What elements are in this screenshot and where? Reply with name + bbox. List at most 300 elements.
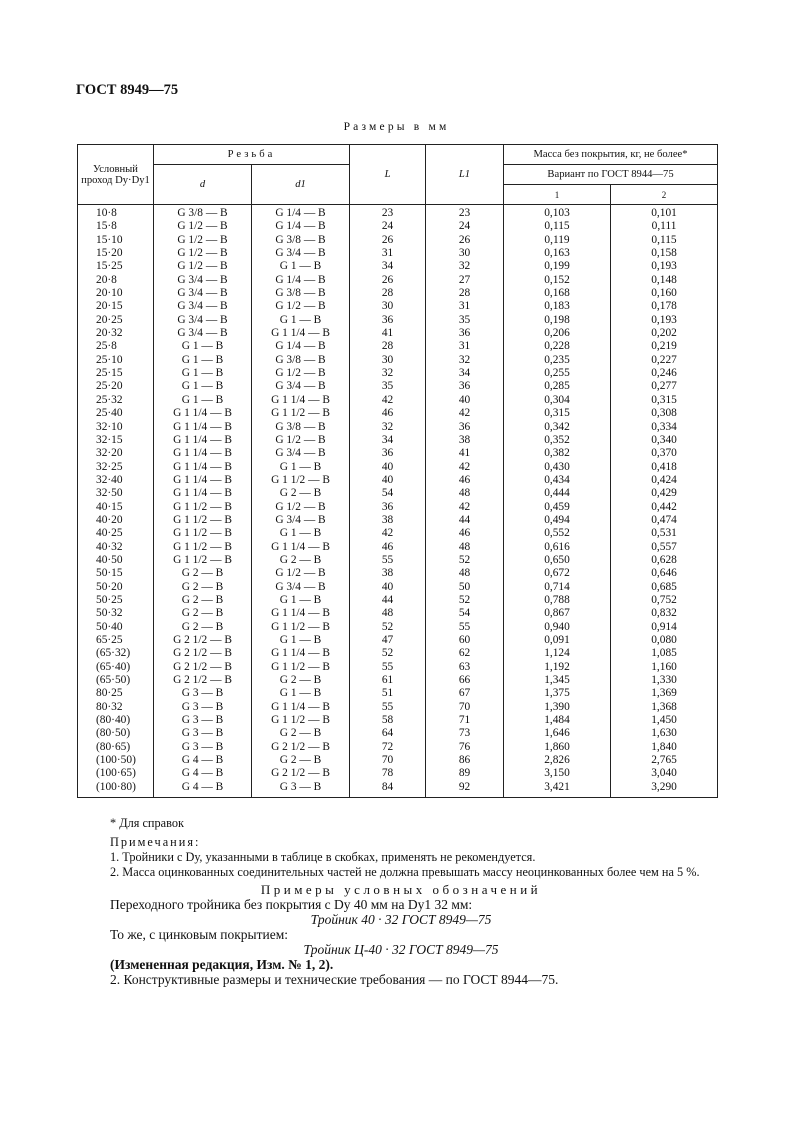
header-L: L <box>350 145 426 205</box>
cell-thread-d1: G 3/4 — B <box>252 514 350 527</box>
cell-thread-d1: G 1 — B <box>252 314 350 327</box>
cell-L1: 32 <box>426 260 504 273</box>
example-zinc-intro: То же, с цинковым покрытием: <box>110 927 289 942</box>
cell-L: 40 <box>350 474 426 487</box>
cell-mass-v1: 3,150 <box>504 767 611 780</box>
cell-L: 55 <box>350 554 426 567</box>
table-row <box>78 567 718 580</box>
cell-thread-d1: G 3/4 — B <box>252 581 350 594</box>
header-variant-1: 1 <box>504 185 611 205</box>
cell-mass-v2: 0,557 <box>611 541 718 554</box>
table-row <box>78 754 718 767</box>
cell-L1: 67 <box>426 687 504 700</box>
table-row <box>78 394 718 407</box>
cell-mass-v1: 0,255 <box>504 367 611 380</box>
cell-L: 46 <box>350 407 426 420</box>
cell-L: 55 <box>350 701 426 714</box>
cell-mass-v2: 0,370 <box>611 447 718 460</box>
cell-nominal-bore: 25·40 <box>78 407 154 420</box>
cell-thread-d1: G 3/8 — B <box>252 354 350 367</box>
cell-nominal-bore: 20·15 <box>78 300 154 313</box>
cell-thread-d: G 1/2 — B <box>154 260 252 273</box>
cell-thread-d: G 2 1/2 — B <box>154 674 252 687</box>
cell-thread-d1: G 1/4 — B <box>252 340 350 353</box>
cell-L: 38 <box>350 514 426 527</box>
cell-mass-v1: 1,860 <box>504 741 611 754</box>
table-row <box>78 581 718 594</box>
table-row <box>78 487 718 500</box>
cell-thread-d1: G 1 1/2 — B <box>252 621 350 634</box>
cell-L: 28 <box>350 340 426 353</box>
cell-nominal-bore: (80·65) <box>78 741 154 754</box>
cell-L: 47 <box>350 634 426 647</box>
cell-mass-v2: 1,630 <box>611 727 718 740</box>
cell-L1: 60 <box>426 634 504 647</box>
cell-L: 44 <box>350 594 426 607</box>
cell-mass-v1: 0,940 <box>504 621 611 634</box>
cell-mass-v2: 0,531 <box>611 527 718 540</box>
cell-L1: 35 <box>426 314 504 327</box>
table-row <box>78 300 718 313</box>
cell-thread-d: G 1 1/2 — B <box>154 554 252 567</box>
cell-L: 40 <box>350 461 426 474</box>
cell-thread-d1: G 3/4 — B <box>252 247 350 260</box>
cell-mass-v1: 0,616 <box>504 541 611 554</box>
cell-thread-d: G 3/4 — B <box>154 300 252 313</box>
cell-nominal-bore: 40·20 <box>78 514 154 527</box>
cell-thread-d1: G 1 — B <box>252 260 350 273</box>
cell-mass-v2: 1,085 <box>611 647 718 660</box>
cell-nominal-bore: 32·15 <box>78 434 154 447</box>
cell-thread-d: G 3/4 — B <box>154 287 252 300</box>
cell-mass-v1: 1,192 <box>504 661 611 674</box>
table-row <box>78 287 718 300</box>
example-intro: Переходного тройника без покрытия с Dу 40 мм на Dу1 32 мм: <box>110 897 473 912</box>
header-thread: Резьба <box>154 145 350 165</box>
cell-mass-v1: 0,285 <box>504 380 611 393</box>
cell-L: 32 <box>350 367 426 380</box>
cell-thread-d: G 1 1/2 — B <box>154 514 252 527</box>
cell-L1: 54 <box>426 607 504 620</box>
table-row <box>78 434 718 447</box>
notes-block <box>76 816 726 987</box>
example-zinc-designation: Тройник Ц-40 · 32 ГОСТ 8949—75 <box>303 942 499 957</box>
cell-thread-d1: G 1 1/4 — B <box>252 607 350 620</box>
cell-L: 78 <box>350 767 426 780</box>
cell-mass-v1: 1,484 <box>504 714 611 727</box>
cell-L: 26 <box>350 274 426 287</box>
cell-nominal-bore: 25·15 <box>78 367 154 380</box>
table-row <box>78 314 718 327</box>
table-row <box>78 327 718 340</box>
table-row <box>78 527 718 540</box>
cell-thread-d: G 2 1/2 — B <box>154 634 252 647</box>
cell-mass-v1: 0,444 <box>504 487 611 500</box>
cell-mass-v1: 1,345 <box>504 674 611 687</box>
table-row <box>78 354 718 367</box>
cell-thread-d: G 1 1/2 — B <box>154 501 252 514</box>
table-row <box>78 661 718 674</box>
cell-mass-v2: 0,340 <box>611 434 718 447</box>
cell-mass-v1: 0,152 <box>504 274 611 287</box>
cell-nominal-bore: 80·32 <box>78 701 154 714</box>
table-header <box>78 145 718 205</box>
cell-L: 55 <box>350 661 426 674</box>
cell-mass-v1: 0,198 <box>504 314 611 327</box>
cell-mass-v2: 0,832 <box>611 607 718 620</box>
cell-L1: 52 <box>426 594 504 607</box>
cell-L1: 46 <box>426 527 504 540</box>
document-code: ГОСТ 8949—75 <box>76 82 179 98</box>
cell-thread-d: G 1 1/4 — B <box>154 447 252 460</box>
cell-thread-d1: G 3/8 — B <box>252 421 350 434</box>
cell-mass-v1: 0,459 <box>504 501 611 514</box>
cell-nominal-bore: 15·8 <box>78 220 154 233</box>
header-variant-2: 2 <box>611 185 718 205</box>
cell-L: 36 <box>350 447 426 460</box>
cell-nominal-bore: 50·25 <box>78 594 154 607</box>
cell-mass-v1: 0,168 <box>504 287 611 300</box>
cell-L1: 40 <box>426 394 504 407</box>
cell-L: 28 <box>350 287 426 300</box>
cell-L: 46 <box>350 541 426 554</box>
cell-mass-v1: 0,235 <box>504 354 611 367</box>
cell-thread-d1: G 2 — B <box>252 674 350 687</box>
cell-thread-d1: G 1/2 — B <box>252 567 350 580</box>
cell-nominal-bore: 80·25 <box>78 687 154 700</box>
cell-thread-d1: G 1 1/2 — B <box>252 714 350 727</box>
cell-mass-v2: 1,840 <box>611 741 718 754</box>
cell-L: 32 <box>350 421 426 434</box>
cell-L1: 46 <box>426 474 504 487</box>
table-row <box>78 767 718 780</box>
cell-nominal-bore: (100·50) <box>78 754 154 767</box>
cell-L1: 44 <box>426 514 504 527</box>
cell-thread-d: G 4 — B <box>154 767 252 780</box>
table-row <box>78 554 718 567</box>
cell-mass-v1: 0,119 <box>504 234 611 247</box>
cell-nominal-bore: 25·8 <box>78 340 154 353</box>
header-mass: Масса без покрытия, кг, не более* <box>504 145 718 165</box>
cell-nominal-bore: 40·25 <box>78 527 154 540</box>
cell-thread-d1: G 3/8 — B <box>252 287 350 300</box>
cell-mass-v1: 0,206 <box>504 327 611 340</box>
cell-mass-v1: 1,124 <box>504 647 611 660</box>
cell-thread-d: G 1 1/4 — B <box>154 474 252 487</box>
cell-nominal-bore: 10·8 <box>78 205 154 221</box>
clause-2: 2. Конструктивные размеры и технические требования — по ГОСТ 8944—75. <box>110 972 559 987</box>
table-row <box>78 594 718 607</box>
cell-mass-v1: 0,552 <box>504 527 611 540</box>
cell-thread-d: G 1 — B <box>154 380 252 393</box>
table-row <box>78 781 718 798</box>
cell-L1: 42 <box>426 501 504 514</box>
example-designation: Тройник 40 · 32 ГОСТ 8949—75 <box>310 912 492 927</box>
cell-L1: 28 <box>426 287 504 300</box>
cell-nominal-bore: 15·10 <box>78 234 154 247</box>
cell-thread-d: G 1 — B <box>154 394 252 407</box>
cell-mass-v2: 0,115 <box>611 234 718 247</box>
cell-thread-d: G 2 — B <box>154 621 252 634</box>
cell-L1: 36 <box>426 380 504 393</box>
cell-mass-v2: 0,429 <box>611 487 718 500</box>
cell-mass-v1: 0,867 <box>504 607 611 620</box>
footnote: * Для справок <box>110 816 184 830</box>
cell-nominal-bore: 40·15 <box>78 501 154 514</box>
cell-mass-v1: 0,183 <box>504 300 611 313</box>
cell-L1: 55 <box>426 621 504 634</box>
cell-mass-v1: 2,826 <box>504 754 611 767</box>
cell-thread-d: G 1 1/4 — B <box>154 487 252 500</box>
cell-nominal-bore: 20·8 <box>78 274 154 287</box>
cell-mass-v2: 0,474 <box>611 514 718 527</box>
cell-nominal-bore: 32·20 <box>78 447 154 460</box>
cell-thread-d: G 2 — B <box>154 567 252 580</box>
cell-mass-v2: 0,334 <box>611 421 718 434</box>
cell-L1: 48 <box>426 487 504 500</box>
cell-thread-d: G 1/2 — B <box>154 247 252 260</box>
cell-thread-d: G 1 1/4 — B <box>154 421 252 434</box>
note-1: 1. Тройники с Dу, указанными в таблице в скобках, применять не рекомендуется. <box>110 850 536 864</box>
cell-thread-d1: G 1/2 — B <box>252 367 350 380</box>
cell-mass-v2: 0,246 <box>611 367 718 380</box>
cell-mass-v1: 0,650 <box>504 554 611 567</box>
cell-thread-d1: G 1/2 — B <box>252 434 350 447</box>
cell-mass-v2: 0,160 <box>611 287 718 300</box>
cell-thread-d: G 3 — B <box>154 741 252 754</box>
cell-thread-d: G 3 — B <box>154 687 252 700</box>
table-row <box>78 380 718 393</box>
cell-mass-v2: 1,160 <box>611 661 718 674</box>
cell-L: 24 <box>350 220 426 233</box>
cell-L1: 38 <box>426 434 504 447</box>
cell-nominal-bore: (80·50) <box>78 727 154 740</box>
table-row <box>78 260 718 273</box>
cell-L: 36 <box>350 314 426 327</box>
table-row <box>78 687 718 700</box>
cell-L: 58 <box>350 714 426 727</box>
cell-mass-v1: 0,228 <box>504 340 611 353</box>
cell-mass-v1: 0,672 <box>504 567 611 580</box>
cell-mass-v2: 1,330 <box>611 674 718 687</box>
cell-L: 34 <box>350 260 426 273</box>
cell-L1: 36 <box>426 421 504 434</box>
table-row <box>78 541 718 554</box>
cell-L: 42 <box>350 394 426 407</box>
cell-L1: 27 <box>426 274 504 287</box>
cell-nominal-bore: 32·10 <box>78 421 154 434</box>
cell-thread-d1: G 2 — B <box>252 554 350 567</box>
cell-thread-d: G 3/4 — B <box>154 314 252 327</box>
cell-nominal-bore: 40·50 <box>78 554 154 567</box>
cell-L1: 42 <box>426 407 504 420</box>
cell-L1: 42 <box>426 461 504 474</box>
table-row <box>78 741 718 754</box>
cell-thread-d: G 1 1/4 — B <box>154 461 252 474</box>
cell-nominal-bore: 25·10 <box>78 354 154 367</box>
cell-L1: 26 <box>426 234 504 247</box>
cell-mass-v1: 0,103 <box>504 205 611 221</box>
cell-thread-d1: G 1 1/2 — B <box>252 407 350 420</box>
cell-thread-d: G 2 — B <box>154 594 252 607</box>
cell-thread-d1: G 1/4 — B <box>252 205 350 221</box>
cell-thread-d1: G 3 — B <box>252 781 350 798</box>
cell-L: 84 <box>350 781 426 798</box>
cell-nominal-bore: 50·40 <box>78 621 154 634</box>
table-row <box>78 447 718 460</box>
cell-L: 42 <box>350 527 426 540</box>
cell-mass-v2: 0,148 <box>611 274 718 287</box>
cell-thread-d1: G 1/4 — B <box>252 274 350 287</box>
cell-nominal-bore: 20·32 <box>78 327 154 340</box>
cell-nominal-bore: (100·80) <box>78 781 154 798</box>
cell-mass-v1: 0,163 <box>504 247 611 260</box>
cell-mass-v2: 0,685 <box>611 581 718 594</box>
cell-mass-v2: 0,277 <box>611 380 718 393</box>
cell-thread-d: G 2 1/2 — B <box>154 647 252 660</box>
cell-thread-d1: G 1 1/4 — B <box>252 647 350 660</box>
cell-thread-d: G 2 — B <box>154 581 252 594</box>
cell-nominal-bore: (80·40) <box>78 714 154 727</box>
cell-thread-d: G 1 — B <box>154 367 252 380</box>
table-row <box>78 647 718 660</box>
header-thread-d1: d1 <box>252 165 350 205</box>
cell-nominal-bore: 50·20 <box>78 581 154 594</box>
note-2: 2. Масса оцинкованных соединительных частей не должна превышать массу неоцинкованных более чем на 5 %. <box>110 865 700 879</box>
cell-nominal-bore: 25·32 <box>78 394 154 407</box>
cell-L: 72 <box>350 741 426 754</box>
cell-mass-v1: 0,315 <box>504 407 611 420</box>
cell-thread-d1: G 1 — B <box>252 634 350 647</box>
cell-thread-d: G 2 — B <box>154 607 252 620</box>
cell-L1: 24 <box>426 220 504 233</box>
cell-L: 48 <box>350 607 426 620</box>
header-nominal-bore: Условный проход Dу·Dу1 <box>78 145 154 205</box>
cell-thread-d1: G 1/4 — B <box>252 220 350 233</box>
cell-thread-d: G 3 — B <box>154 714 252 727</box>
cell-mass-v2: 1,368 <box>611 701 718 714</box>
units-caption: Размеры в мм <box>343 121 450 133</box>
cell-mass-v1: 0,430 <box>504 461 611 474</box>
cell-L: 26 <box>350 234 426 247</box>
cell-mass-v2: 0,308 <box>611 407 718 420</box>
cell-nominal-bore: 15·20 <box>78 247 154 260</box>
cell-mass-v1: 0,494 <box>504 514 611 527</box>
cell-mass-v1: 0,352 <box>504 434 611 447</box>
cell-mass-v1: 0,788 <box>504 594 611 607</box>
cell-L1: 32 <box>426 354 504 367</box>
cell-mass-v2: 3,290 <box>611 781 718 798</box>
cell-thread-d1: G 3/8 — B <box>252 234 350 247</box>
table-row <box>78 247 718 260</box>
table-row <box>78 607 718 620</box>
table-row <box>78 501 718 514</box>
cell-mass-v2: 0,178 <box>611 300 718 313</box>
cell-L1: 48 <box>426 567 504 580</box>
cell-thread-d: G 2 1/2 — B <box>154 661 252 674</box>
cell-mass-v1: 0,434 <box>504 474 611 487</box>
cell-L: 34 <box>350 434 426 447</box>
cell-nominal-bore: 65·25 <box>78 634 154 647</box>
cell-thread-d1: G 1/2 — B <box>252 300 350 313</box>
cell-thread-d1: G 3/4 — B <box>252 380 350 393</box>
cell-L: 51 <box>350 687 426 700</box>
table-row <box>78 621 718 634</box>
cell-mass-v2: 0,193 <box>611 314 718 327</box>
cell-L1: 92 <box>426 781 504 798</box>
cell-mass-v2: 0,227 <box>611 354 718 367</box>
cell-mass-v2: 0,219 <box>611 340 718 353</box>
cell-thread-d1: G 2 1/2 — B <box>252 741 350 754</box>
cell-L1: 70 <box>426 701 504 714</box>
amendment-note: (Измененная редакция, Изм. № 1, 2). <box>110 957 334 972</box>
cell-mass-v2: 0,442 <box>611 501 718 514</box>
cell-nominal-bore: 40·32 <box>78 541 154 554</box>
cell-mass-v2: 1,450 <box>611 714 718 727</box>
table-row <box>78 421 718 434</box>
table-row <box>78 674 718 687</box>
cell-thread-d: G 4 — B <box>154 754 252 767</box>
cell-thread-d1: G 1 1/2 — B <box>252 661 350 674</box>
cell-nominal-bore: 20·10 <box>78 287 154 300</box>
table-row <box>78 474 718 487</box>
table-row <box>78 407 718 420</box>
cell-mass-v2: 1,369 <box>611 687 718 700</box>
cell-mass-v1: 0,382 <box>504 447 611 460</box>
cell-thread-d1: G 2 1/2 — B <box>252 767 350 780</box>
cell-L1: 34 <box>426 367 504 380</box>
cell-nominal-bore: 25·20 <box>78 380 154 393</box>
cell-mass-v1: 0,199 <box>504 260 611 273</box>
cell-thread-d1: G 1 1/2 — B <box>252 474 350 487</box>
table-body <box>78 205 718 798</box>
cell-L: 52 <box>350 647 426 660</box>
cell-mass-v1: 0,115 <box>504 220 611 233</box>
cell-L: 23 <box>350 205 426 221</box>
cell-L1: 30 <box>426 247 504 260</box>
table-row <box>78 205 718 221</box>
table-row <box>78 727 718 740</box>
table-row <box>78 367 718 380</box>
cell-thread-d: G 1/2 — B <box>154 234 252 247</box>
cell-mass-v2: 0,158 <box>611 247 718 260</box>
cell-mass-v1: 1,646 <box>504 727 611 740</box>
cell-thread-d: G 1 1/2 — B <box>154 527 252 540</box>
cell-L1: 23 <box>426 205 504 221</box>
cell-nominal-bore: (100·65) <box>78 767 154 780</box>
cell-mass-v2: 0,646 <box>611 567 718 580</box>
cell-mass-v1: 0,342 <box>504 421 611 434</box>
cell-mass-v2: 0,080 <box>611 634 718 647</box>
cell-mass-v1: 0,091 <box>504 634 611 647</box>
cell-mass-v2: 0,111 <box>611 220 718 233</box>
cell-thread-d: G 3 — B <box>154 701 252 714</box>
examples-title: Примеры условных обозначений <box>260 882 542 897</box>
cell-nominal-bore: (65·32) <box>78 647 154 660</box>
table-row <box>78 234 718 247</box>
cell-mass-v1: 1,390 <box>504 701 611 714</box>
cell-thread-d: G 3 — B <box>154 727 252 740</box>
cell-thread-d: G 1 — B <box>154 354 252 367</box>
header-thread-d: d <box>154 165 252 205</box>
cell-nominal-bore: 32·25 <box>78 461 154 474</box>
cell-L1: 48 <box>426 541 504 554</box>
cell-mass-v1: 3,421 <box>504 781 611 798</box>
cell-thread-d: G 3/4 — B <box>154 327 252 340</box>
cell-L1: 66 <box>426 674 504 687</box>
cell-L: 54 <box>350 487 426 500</box>
cell-thread-d1: G 1 — B <box>252 687 350 700</box>
